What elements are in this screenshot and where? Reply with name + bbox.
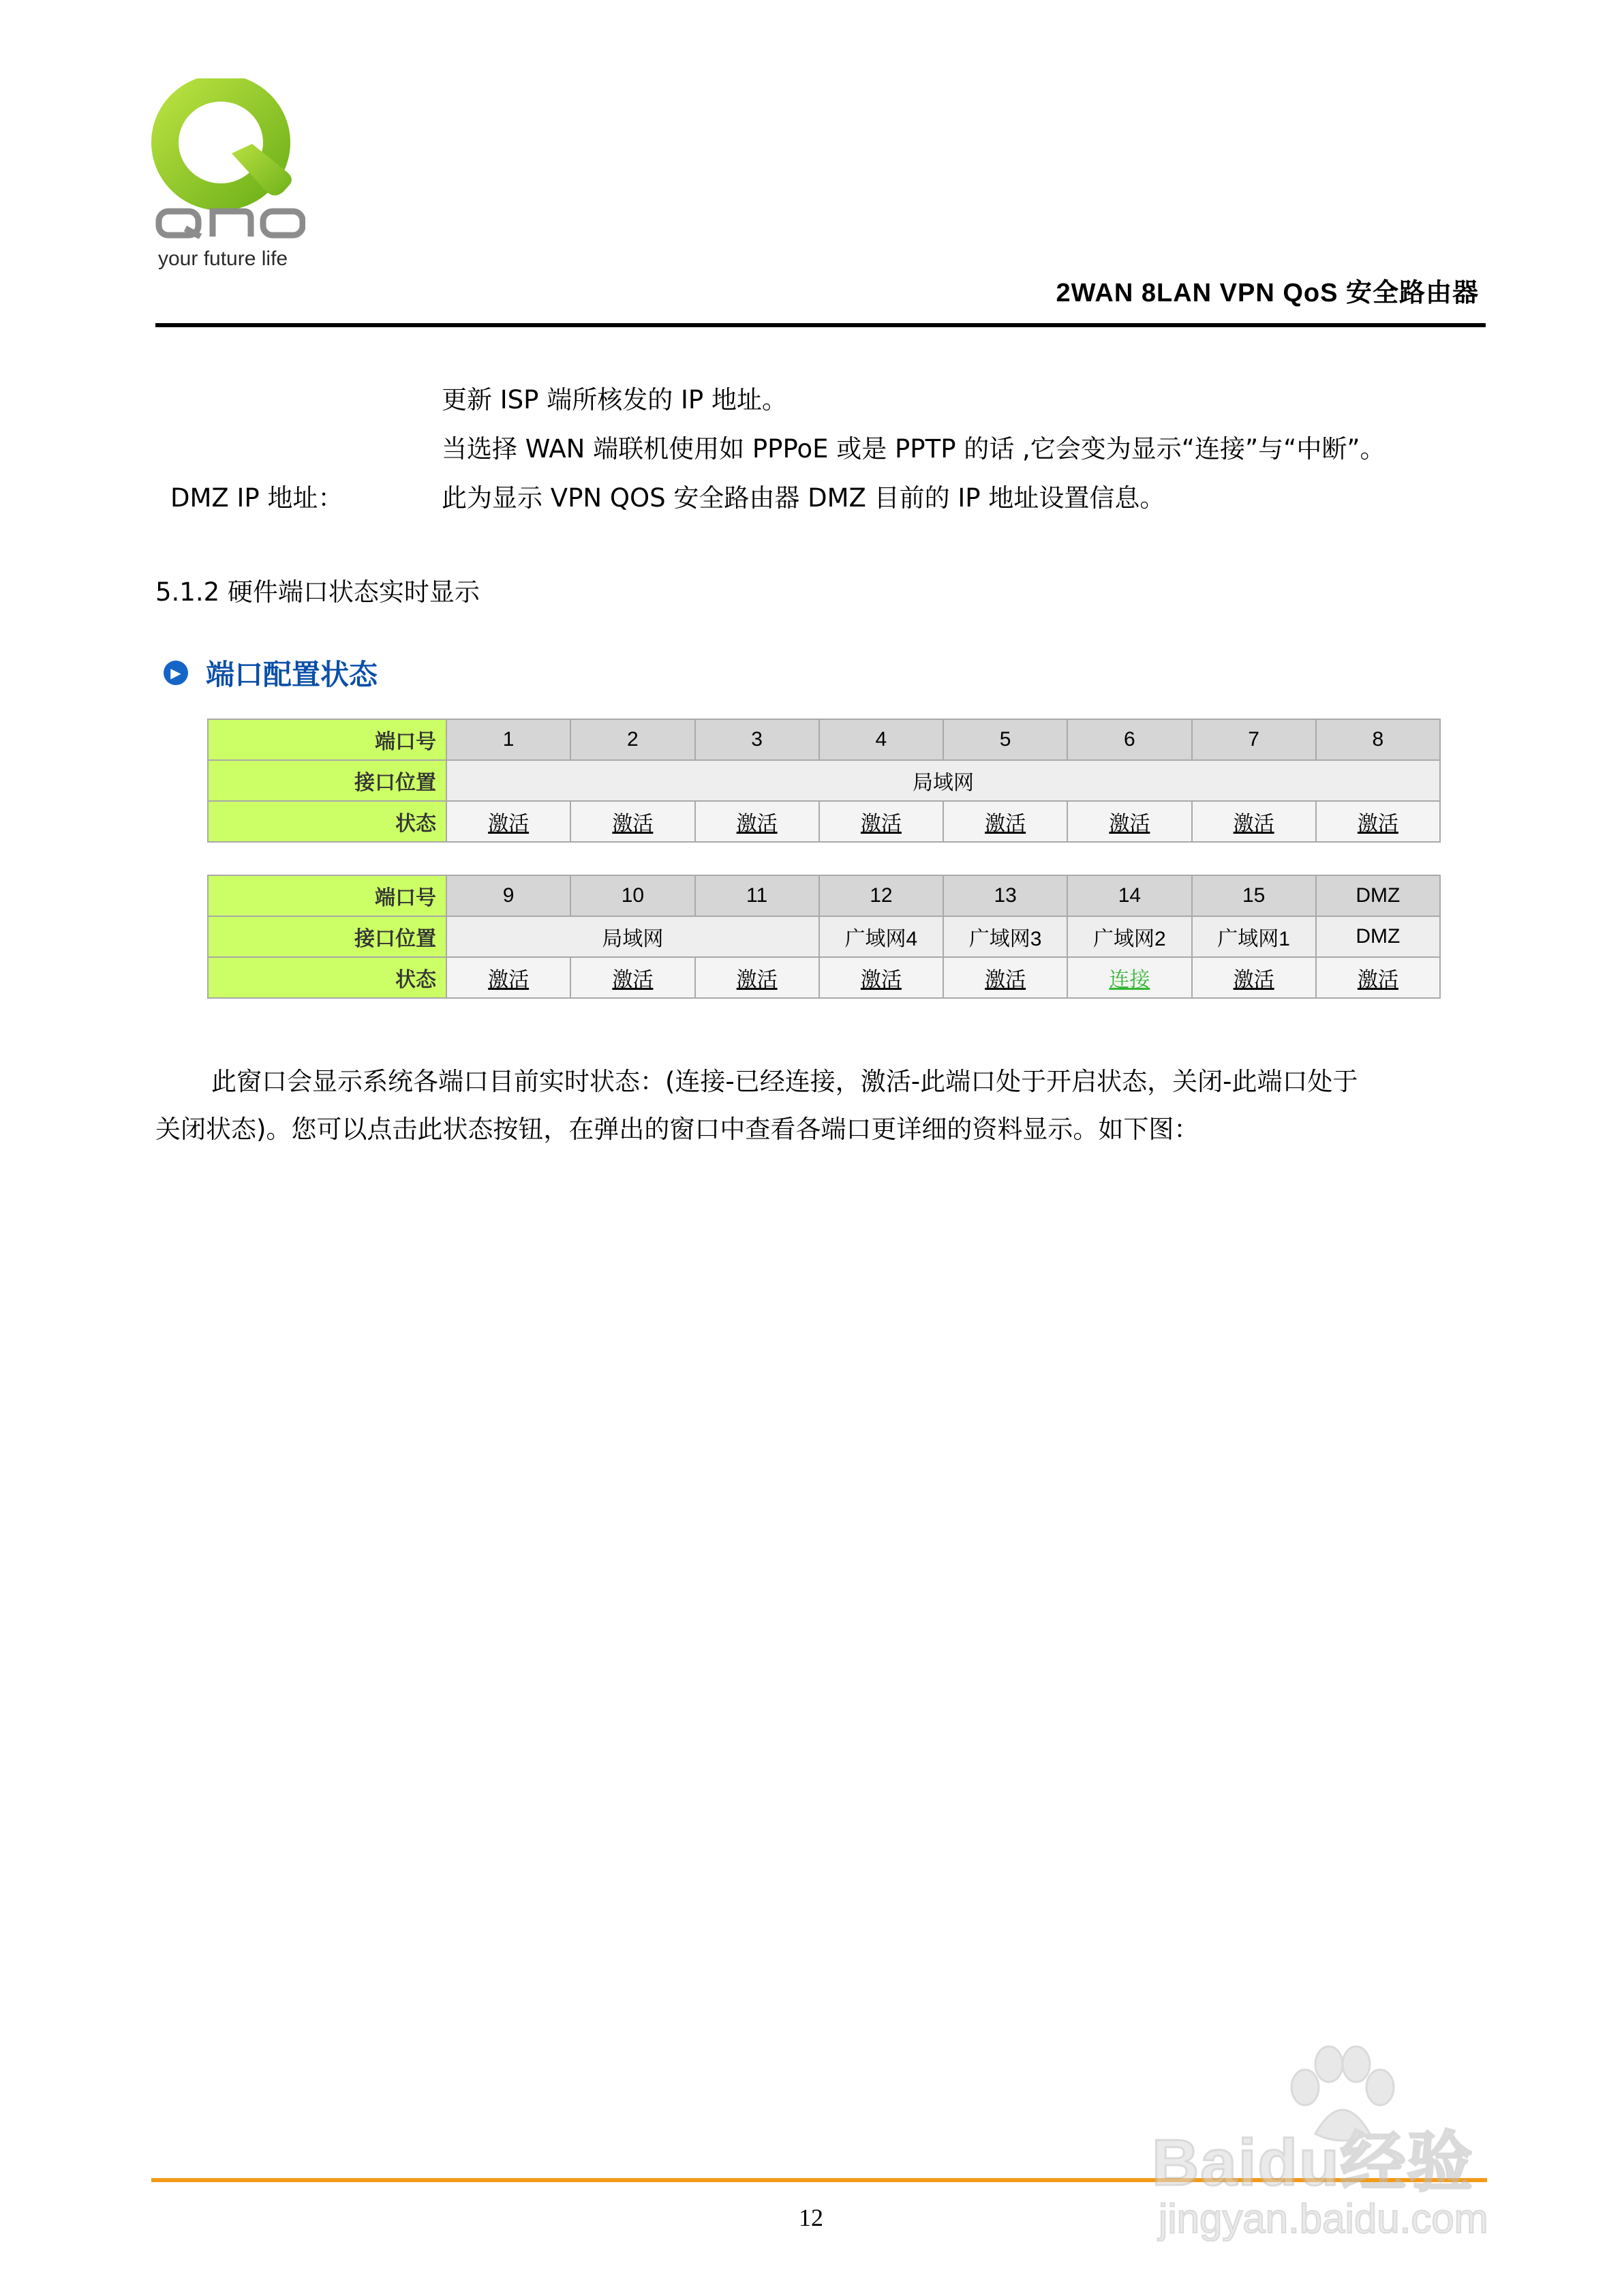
q-logo-icon [150,78,307,222]
page-number: 12 [799,2204,823,2231]
interface-location-dmz: DMZ [1316,916,1440,957]
header-divider [155,323,1486,327]
interface-location-wan4: 广域网4 [819,916,943,957]
dmz-ip-description: 此为显示 VPN QOS 安全路由器 DMZ 目前的 IP 地址设置信息。 [442,483,1165,513]
row-header-status: 状态 [208,801,446,842]
port-8-status-link[interactable]: 激活 [1357,813,1398,835]
qno-logo [150,78,320,276]
port-2-status-link[interactable]: 激活 [612,813,654,835]
port-14-status-link[interactable]: 连接 [1109,969,1150,991]
description-line-1: 此窗口会显示系统各端口目前实时状态：(连接-已经连接，激活-此端口处于开启状态，关闭-此端口处于 [211,1067,1358,1096]
interface-location-row [208,760,1440,801]
port-number: 11 [695,875,819,916]
row-header-location: 接口位置 [208,760,446,801]
port-5-status-link[interactable]: 激活 [985,813,1026,835]
isp-ip-update-text: 更新 ISP 端所核发的 IP 地址。 [442,385,787,414]
port-number: 12 [819,875,943,916]
interface-location-row [208,916,1440,957]
panel-heading [164,656,378,690]
port-15-status-link[interactable]: 激活 [1233,969,1274,991]
watermark-site: jingyan.baidu.com [1159,2196,1488,2241]
arrow-right-icon: ▶ [164,661,188,685]
status-row [208,801,1440,842]
qno-wordmark [155,208,305,239]
port-number: 1 [446,719,570,760]
port-number: 7 [1192,719,1316,760]
interface-location-wan2: 广域网2 [1067,916,1191,957]
interface-location-lan: 局域网 [446,760,1440,801]
port-7-status-link[interactable]: 激活 [1233,813,1274,835]
port-dmz-status-link[interactable]: 激活 [1357,969,1398,991]
interface-location-wan1: 广域网1 [1192,916,1316,957]
port-13-status-link[interactable]: 激活 [985,969,1026,991]
row-header-port: 端口号 [208,875,446,916]
port-1-status-link[interactable]: 激活 [488,813,530,835]
port-number: 10 [570,875,694,916]
port-number: DMZ [1316,875,1440,916]
port-number: 15 [1192,875,1316,916]
port-12-status-link[interactable]: 激活 [860,969,902,991]
logo-tagline: your future life [158,247,288,270]
status-row [208,957,1440,998]
port-number: 8 [1316,719,1440,760]
port-4-status-link[interactable]: 激活 [860,813,902,835]
port-number: 3 [695,719,819,760]
section-heading: 5.1.2 硬件端口状态实时显示 [155,577,480,607]
document-title: 2WAN 8LAN VPN QoS 安全路由器 [1056,279,1479,307]
pppoe-pptp-note: 当选择 WAN 端联机使用如 PPPoE 或是 PPTP 的话 ,它会变为显示“连接”与“中断”。 [442,434,1386,464]
port-number: 4 [819,719,943,760]
port-number: 14 [1067,875,1191,916]
row-header-location: 接口位置 [208,916,446,957]
row-header-status: 状态 [208,957,446,998]
port-number-row [208,719,1440,760]
port-10-status-link[interactable]: 激活 [612,969,654,991]
port-9-status-link[interactable]: 激活 [488,969,530,991]
port-number: 2 [570,719,694,760]
port-number: 5 [943,719,1067,760]
dmz-ip-label: DMZ IP 地址： [170,483,343,513]
port-status-table-2 [207,875,1441,999]
port-status-table-1 [207,719,1441,843]
port-number: 9 [446,875,570,916]
description-line-2: 关闭状态)。您可以点击此状态按钮，在弹出的窗口中查看各端口更详细的资料显示。如下图： [155,1115,1199,1144]
row-header-port: 端口号 [208,719,446,760]
port-3-status-link[interactable]: 激活 [736,813,778,835]
port-11-status-link[interactable]: 激活 [736,969,778,991]
interface-location-lan: 局域网 [446,916,819,957]
watermark-brand: Baidu经验 [1152,2126,1474,2199]
port-number: 13 [943,875,1067,916]
panel-heading-label: 端口配置状态 [206,658,378,691]
interface-location-wan3: 广域网3 [943,916,1067,957]
port-number-row [208,875,1440,916]
port-number: 6 [1067,719,1191,760]
baidu-watermark [1145,2045,1527,2263]
port-6-status-link[interactable]: 激活 [1109,813,1150,835]
